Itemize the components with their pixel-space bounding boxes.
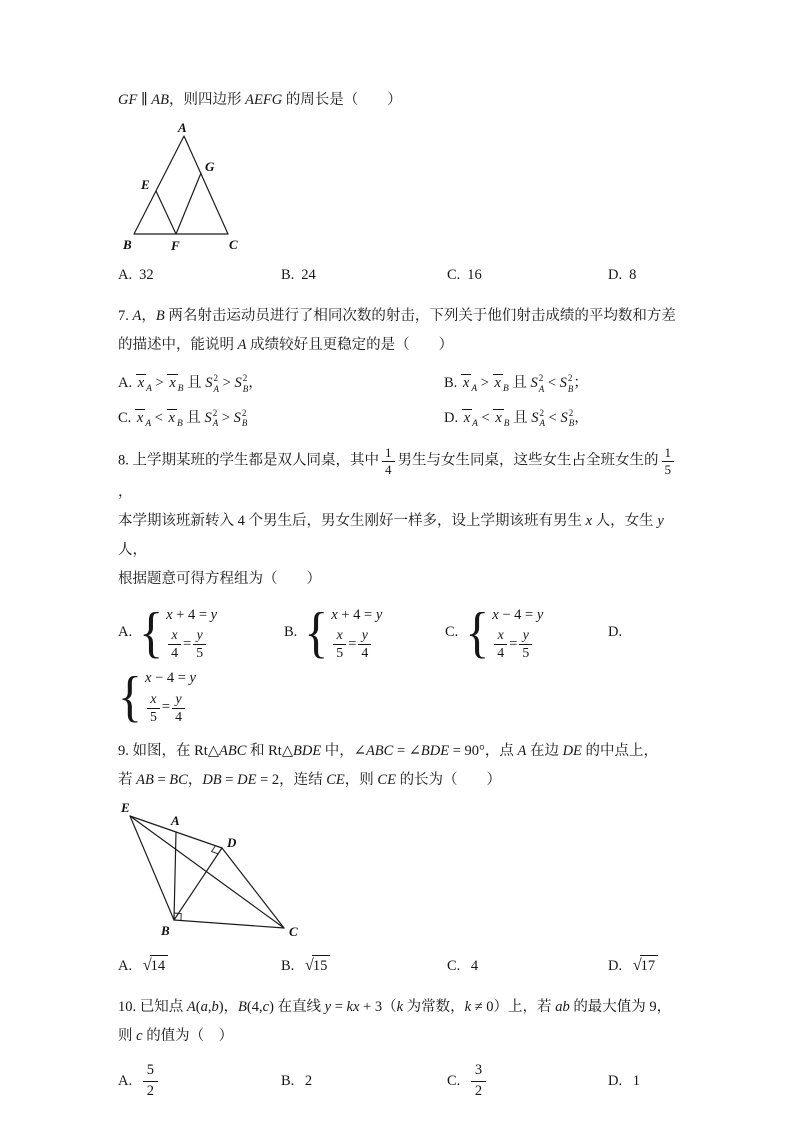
fraction: $\frac{x}{4}$ [168, 627, 181, 661]
option-label: C. [445, 623, 459, 640]
radical-sign: √ [142, 956, 152, 975]
text-segment: GF [118, 92, 138, 108]
right-triangles-figure [120, 800, 305, 945]
text-segment: (4, [246, 999, 263, 1016]
sqrt-expression [305, 955, 330, 977]
text-segment: 且 [508, 375, 531, 391]
mean-symbol: x $_A$ [137, 375, 152, 394]
variance-symbol: S 2 A [531, 407, 546, 429]
equation-1: x + 4 = y [331, 606, 383, 623]
variance-symbol: S 2 A [205, 373, 220, 394]
segment-bd [174, 848, 222, 920]
text-segment: 10. 已知点 [118, 999, 187, 1016]
radicand: 17 [640, 955, 659, 977]
text-segment: kx [346, 999, 360, 1016]
option-b [281, 1067, 447, 1096]
text-segment: c [262, 999, 270, 1016]
equation-system [465, 600, 544, 664]
option-value: 8 [629, 267, 637, 283]
text-segment: A [517, 743, 527, 760]
text-segment: 的长为（ ） [395, 772, 502, 789]
option-d-label [608, 618, 687, 647]
text-segment: 在边 [526, 743, 563, 760]
text-segment: y [657, 512, 664, 529]
segment-dc [222, 848, 284, 928]
text-segment: < [477, 409, 494, 426]
option-a [118, 952, 281, 981]
text-segment: A. [118, 375, 136, 391]
option-b [444, 369, 687, 399]
triangle-figure [120, 120, 255, 254]
text-segment: > [219, 375, 235, 391]
option-d [608, 952, 687, 981]
equation-1: x − 4 = y [145, 670, 196, 687]
question-9-stem [118, 737, 687, 795]
equation-1: x − 4 = y [492, 606, 544, 623]
text-segment: 若 [118, 772, 137, 789]
equation-system [118, 666, 196, 725]
fraction: $\frac{y}{5}$ [193, 627, 206, 661]
question-8-stem [118, 445, 687, 593]
equation-1: x + 4 = y [166, 606, 218, 623]
mean-symbol: x $_A$ [463, 409, 478, 429]
text-segment: ， [141, 308, 156, 324]
option-a [118, 600, 284, 664]
text-segment: 的中点上， [581, 743, 659, 760]
text-segment: 且 [509, 409, 532, 426]
text-segment: 和 Rt△ [246, 743, 293, 760]
sqrt-expression [143, 955, 168, 977]
text-segment: k [396, 999, 404, 1016]
mean-symbol: x $_A$ [136, 409, 152, 429]
option-label: C. [447, 267, 461, 283]
text-segment: 的值为（ ） [142, 1028, 234, 1045]
vertex-label-c: C [229, 237, 238, 252]
variance-symbol: S 2 B [559, 373, 574, 394]
text-segment: = 90°，点 [449, 743, 518, 760]
option-b [284, 600, 445, 664]
segment-bc [174, 920, 284, 928]
question-8-options [118, 600, 687, 664]
option-label: A. [118, 267, 133, 283]
text-segment: b [211, 999, 219, 1016]
equation-2: $\frac{x}{5}$ = $\frac{y}{4}$ [331, 627, 382, 661]
option-label: C. [447, 1072, 461, 1089]
question-10-options [118, 1061, 687, 1101]
option-value: 4 [470, 958, 479, 975]
equation-2: $\frac{x}{5}$ = $\frac{y}{4}$ [145, 691, 196, 725]
option-value: 2 [304, 1072, 313, 1089]
text-segment: 两名射击运动员进行了相同次数的射击，下列关于他们射击成绩的平均数和方差的描述中，能说明 [118, 308, 676, 353]
text-segment: ，则 [344, 772, 378, 789]
vertex-label-e: E [121, 800, 130, 816]
option-a [118, 369, 444, 399]
question-10-stem [118, 993, 687, 1051]
question-9-figure [120, 800, 687, 945]
text-segment: 且 [182, 409, 205, 426]
question-6-figure [120, 120, 687, 254]
question-7-options [118, 369, 687, 433]
option-label: B. [281, 958, 295, 975]
text-segment: CE [377, 772, 396, 789]
option-c [447, 261, 608, 290]
equation-system [139, 600, 218, 664]
text-segment: < [151, 409, 167, 426]
mean-symbol: x $_A$ [462, 375, 478, 394]
segment-ab [174, 832, 176, 920]
mean-symbol: x $_B$ [168, 409, 183, 429]
option-label: D. [608, 1072, 623, 1089]
text-segment: a [200, 999, 208, 1016]
segment-ef [156, 191, 176, 234]
text-segment: AEFG [245, 92, 283, 108]
text-segment: ； [573, 375, 588, 391]
text-segment: > [218, 409, 234, 426]
fraction: $\frac{y}{4}$ [358, 627, 371, 661]
variance-symbol: S 2 A [530, 373, 545, 394]
text-segment: 中，∠ [321, 743, 366, 760]
text-segment: A [132, 308, 142, 324]
option-a [118, 261, 281, 290]
vertex-label-a: A [178, 120, 187, 135]
option-c [445, 600, 608, 664]
variance-symbol: S 2 B [233, 407, 248, 429]
vertex-label-c: C [289, 924, 298, 940]
text-segment: = 2，连结 [256, 772, 327, 789]
radical-sign: √ [632, 956, 642, 975]
fraction: $\frac{5}{2}$ [143, 1061, 158, 1101]
question-8-option-d-system [118, 666, 687, 725]
equation-system [304, 600, 383, 664]
text-segment: + 3（ [359, 999, 397, 1016]
mean-symbol: x $_B$ [494, 375, 509, 394]
equation-2: $\frac{x}{4}$ = $\frac{y}{5}$ [492, 627, 543, 661]
text-segment: c [136, 1028, 143, 1045]
text-segment: ≠ 0）上，若 [471, 999, 556, 1016]
vertex-label-a: A [171, 813, 180, 829]
text-segment: B [238, 999, 247, 1016]
text-segment: > [477, 375, 493, 391]
option-value: 24 [301, 267, 316, 283]
text-segment: ab [555, 999, 570, 1016]
mean-symbol: x $_B$ [495, 409, 510, 429]
text-segment: ABC [365, 743, 394, 760]
option-label: C. [447, 958, 461, 975]
text-segment: )， [218, 999, 239, 1016]
brace: { [139, 600, 164, 664]
text-segment: A [186, 999, 196, 1016]
question-9-options [118, 952, 687, 981]
option-d [608, 261, 687, 290]
sqrt-expression [633, 955, 658, 977]
question-6-options [118, 261, 687, 290]
text-segment: 7. [118, 308, 133, 324]
option-b [281, 952, 447, 981]
fraction: $\frac{y}{4}$ [172, 691, 185, 725]
text-segment: k [464, 999, 472, 1016]
option-label: D. [608, 958, 623, 975]
text-segment: x [585, 512, 593, 529]
vertex-label-g: G [205, 159, 215, 174]
text-segment: ABC [218, 743, 247, 760]
text-segment: CE [326, 772, 345, 789]
text-segment: 8. 上学期某班的学生都是双人同桌，其中 [118, 452, 379, 469]
option-label: B. [284, 623, 298, 640]
vertex-label-d: D [227, 835, 237, 851]
variance-symbol: S 2 B [234, 373, 249, 394]
fraction: $\frac{x}{4}$ [494, 627, 507, 661]
vertex-label-b: B [123, 237, 132, 252]
text-segment: , [207, 999, 212, 1016]
option-label: A. [118, 1072, 133, 1089]
text-segment: ， [187, 772, 203, 789]
text-segment: ， [248, 375, 263, 391]
text-segment: 成绩较好且更稳定的是（ ） [246, 337, 454, 353]
text-segment: D. [444, 409, 462, 426]
text-segment: DB [202, 772, 222, 789]
radicand: 15 [312, 955, 331, 977]
text-segment: BDE [292, 743, 322, 760]
mean-symbol: x $_B$ [169, 375, 184, 394]
option-label: A. [118, 958, 133, 975]
equation-2: $\frac{x}{4}$ = $\frac{y}{5}$ [166, 627, 217, 661]
text-segment: 人，女生 [592, 512, 658, 529]
vertex-label-f: F [171, 238, 180, 253]
text-segment: C. [118, 409, 135, 426]
text-segment: 则 [118, 1028, 137, 1045]
text-segment: AB [136, 772, 154, 789]
text-segment: DE [562, 743, 582, 760]
text-segment: ， [118, 483, 133, 500]
text-segment: ， [574, 409, 589, 426]
text-segment: < [545, 409, 561, 426]
text-segment: = [221, 772, 238, 789]
text-segment: ∥ [137, 92, 152, 108]
option-value: 1 [632, 1072, 640, 1089]
text-segment: < [544, 375, 560, 391]
fraction: $\frac{x}{5}$ [147, 691, 160, 725]
option-value: 16 [467, 267, 482, 283]
option-c [447, 952, 608, 981]
text-segment: = [153, 772, 170, 789]
text-segment: y [324, 999, 332, 1016]
brace: { [465, 600, 490, 664]
text-segment: ) 在直线 [269, 999, 325, 1016]
question-7-stem [118, 302, 687, 360]
variance-symbol: S 2 A [204, 407, 219, 429]
text-segment: 男生与女生同桌，这些女生占全班女生的 [397, 452, 659, 469]
text-segment: 本学期该班新转入 4 个男生后，男女生刚好一样多，设上学期该班有男生 [118, 512, 586, 529]
fraction: $\frac{3}{2}$ [471, 1061, 486, 1101]
option-d [608, 1067, 687, 1096]
text-segment: 人， [118, 541, 147, 558]
vertex-label-e: E [141, 177, 150, 192]
text-segment: 的周长是（ ） [282, 92, 402, 108]
variance-symbol: S 2 B [560, 407, 575, 429]
text-segment: = [331, 999, 347, 1016]
option-value: 32 [139, 267, 154, 283]
text-segment: 9. 如图，在 Rt△ [118, 743, 219, 760]
option-label: D. [608, 267, 623, 283]
text-segment: 的最大值为 9， [569, 999, 672, 1016]
text-segment: = ∠ [393, 743, 421, 760]
option-label: B. [281, 267, 295, 283]
brace: { [118, 664, 142, 727]
brace: { [304, 600, 329, 664]
text-segment: DE [237, 772, 257, 789]
text-segment: ( [195, 999, 201, 1016]
option-c [447, 1061, 608, 1101]
option-b [281, 261, 447, 290]
text-segment: BC [169, 772, 188, 789]
text-segment: 根据题意可得方程组为（ ） [118, 570, 321, 587]
option-a [118, 1061, 281, 1101]
text-segment: > [151, 375, 168, 391]
option-c [118, 404, 444, 434]
option-d [444, 404, 687, 434]
option-label: B. [281, 1072, 295, 1089]
text-segment: B [155, 308, 165, 324]
radicand: 14 [150, 955, 169, 977]
radical-sign: √ [304, 956, 314, 975]
text-segment: A [237, 337, 247, 353]
segment-fg [176, 173, 201, 234]
option-label: A. [118, 623, 133, 640]
fraction: $\frac{x}{5}$ [333, 627, 346, 661]
text-segment: ，则四边形 [169, 92, 246, 108]
text-segment: B. [444, 375, 461, 391]
text-segment: AB [151, 92, 170, 108]
question-6-stem [118, 86, 687, 115]
fraction: $\frac{y}{5}$ [519, 627, 532, 661]
option-label: D. [608, 623, 623, 640]
text-segment: 为常数， [403, 999, 465, 1016]
vertex-label-b: B [161, 923, 170, 939]
fraction: $\frac{1}{4}$ [382, 445, 395, 477]
fraction: $\frac{1}{5}$ [662, 445, 675, 477]
text-segment: BDE [420, 743, 450, 760]
text-segment: 且 [183, 375, 206, 391]
